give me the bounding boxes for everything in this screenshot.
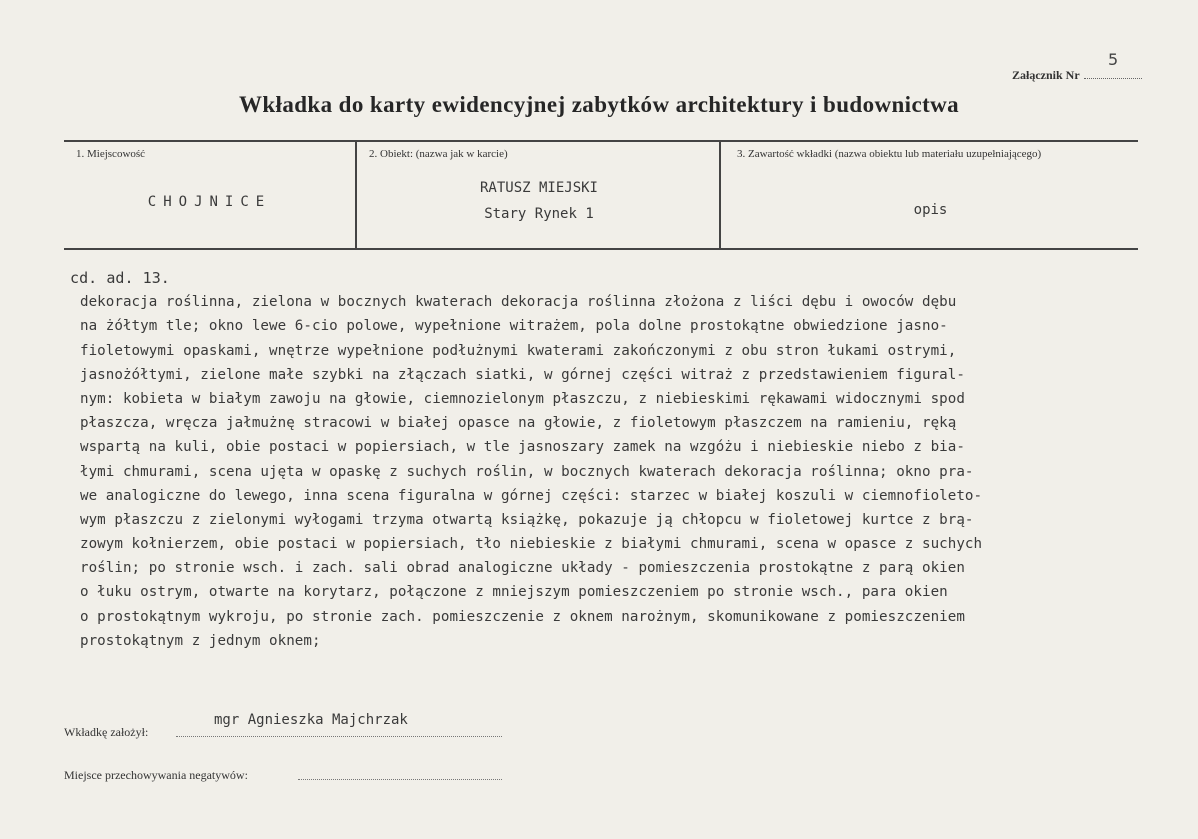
text-line: fioletowymi opaskami, wnętrze wypełnione podłużnymi kwaterami zakończonymi z obu stron łukami ostrymi,: [80, 342, 957, 359]
text-line: cd. ad. 13.: [70, 269, 170, 287]
text-line: jasnożółtymi, zielone małe szybki na złączach siatki, w górnej części witraż z przedstawieniem figural-: [80, 366, 965, 383]
author-label: Wkładkę założył:: [64, 725, 149, 739]
text-line: zowym kołnierzem, obie postaci w popiersiach, tło niebieskie z białymi chmurami, scena w opasce z suchych: [80, 536, 983, 553]
text-line: na żółtym tle; okno lewe 6-cio polowe, wypełnione witrażem, pola dolne prostokątne obwiedzione jasno-: [80, 318, 948, 335]
text-line: o łuku ostrym, otwarte na korytarz, połączone z mniejszym pomieszczeniem po stronie wsch., para okien: [80, 584, 948, 601]
text-line: prostokątnym z jednym oknem;: [80, 632, 321, 649]
object-cell: [355, 142, 719, 248]
text-line: płaszcza, wręcza jałmużnę stracowi w białej opasce na głowie, z fioletowym płaszczem na ramieniu, ręką: [80, 415, 957, 432]
header-fields-table: [64, 140, 1138, 250]
negatives-label: Miejsce przechowywania negatywów:: [64, 768, 248, 782]
object-label: 2. Obiekt: (nazwa jak w karcie): [369, 148, 508, 160]
content-value: opis: [913, 202, 948, 218]
text-line: roślin; po stronie wsch. i zach. sali obrad analogiczne układy - pomieszczenia prostokątne z parą okien: [80, 560, 965, 577]
locality-cell: [64, 142, 355, 248]
content-label: 3. Zawartość wkładki (nazwa obiektu lub materiału uzupełniającego): [737, 148, 1042, 160]
text-line: o prostokątnym wykroju, po stronie zach. pomieszczenie z oknem narożnym, skomunikowane z pomieszczeniem: [80, 608, 965, 625]
object-address: Stary Rynek 1: [484, 206, 594, 222]
text-line: we analogiczne do lewego, inna scena figuralna w górnej części: starzec w białej koszuli w ciemnofioleto-: [80, 487, 983, 504]
locality-value: CHOJNICE: [147, 194, 272, 210]
text-line: nym: kobieta w białym zawoju na głowie, ciemnozielonym płaszczu, z niebieskimi rękawami widocznymi spod: [80, 390, 965, 407]
text-line: wspartą na kuli, obie postaci w popiersiach, w tle jasnoszary zamek na wzgóżu i niebieskie niebo z bia-: [80, 439, 965, 456]
text-line: wym płaszczu z zielonymi wyłogami trzyma otwartą książkę, pokazuje ją chłopcu w fioletowej kurtce z brą-: [80, 511, 974, 528]
annex-label: [1012, 66, 1142, 83]
locality-label: 1. Miejscowość: [76, 148, 146, 160]
content-cell: [719, 142, 1138, 248]
page-title: Wkładka do karty ewidencyjnej zabytków architektury i budownictwa: [238, 92, 960, 117]
object-name: RATUSZ MIEJSKI: [479, 180, 598, 196]
author-value: mgr Agnieszka Majchrzak: [214, 712, 408, 728]
annex-number: 5: [1108, 50, 1119, 69]
description-text: [64, 266, 1154, 653]
author-dotted-line: [176, 736, 502, 737]
text-line: łymi chmurami, scena ujęta w opaskę z suchych roślin, w bocznych kwaterach dekoracja roślinna; okno pra-: [80, 463, 974, 480]
negatives-dotted-line: [298, 779, 502, 780]
text-line: dekoracja roślinna, zielona w bocznych kwaterach dekoracja roślinna złożona z liści dębu i owoców dębu: [80, 294, 957, 311]
annex-label-text: Załącznik Nr: [1012, 68, 1080, 82]
